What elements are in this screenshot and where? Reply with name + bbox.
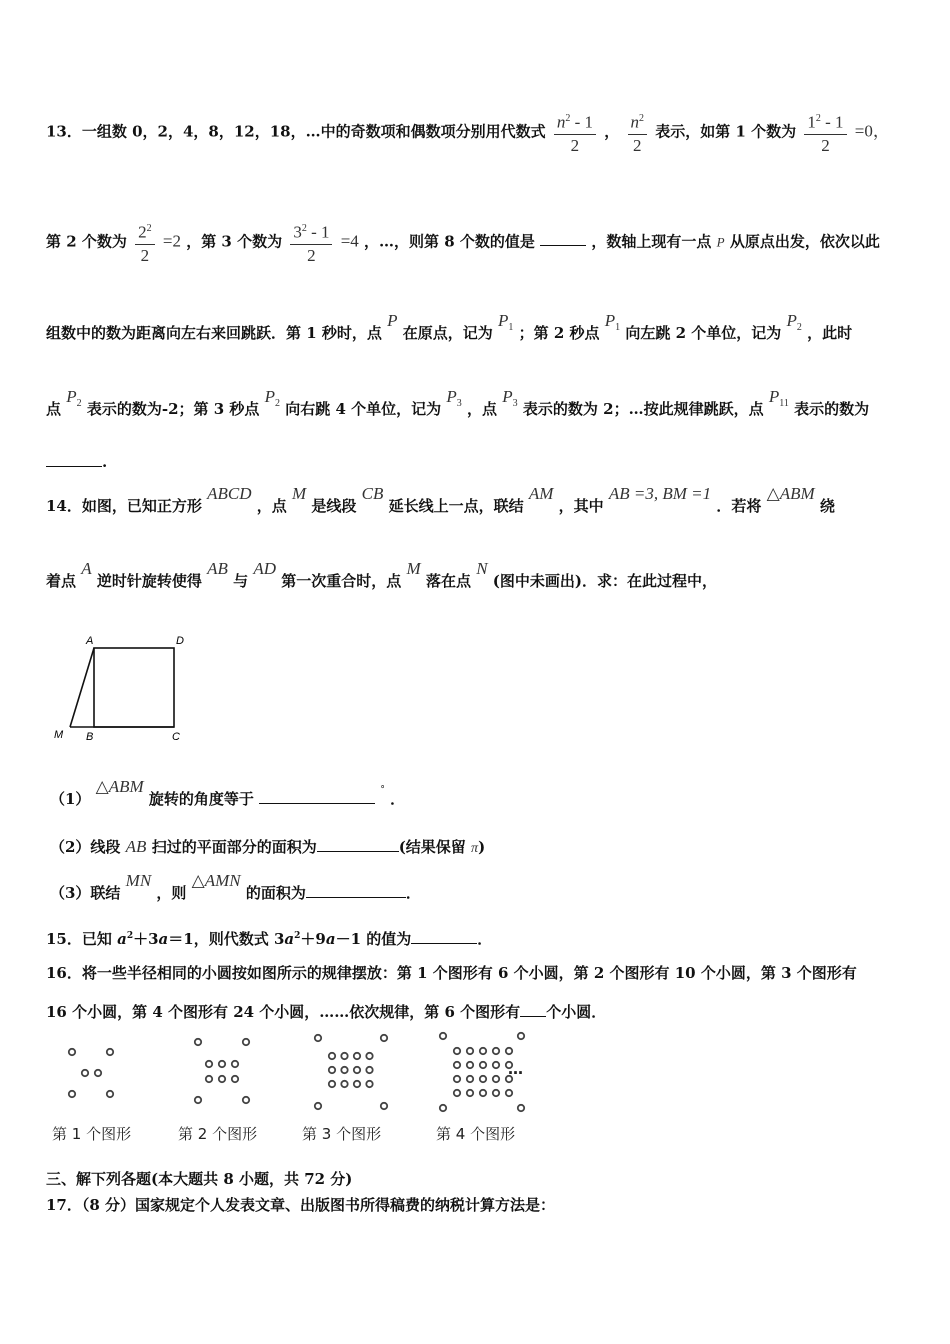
answer-blank[interactable] [317,837,399,852]
small-circle [243,1097,249,1103]
small-circle [518,1033,524,1039]
small-circle [480,1090,486,1096]
q13-line3: 组数中的数为距离向左右来回跳跃．第 1 秒时，点 P 在原点，记为 $P_1$ ；第 2 秒点 $P_1$ 向左跳 2 个单位，记为 $P_2$ ，此时 [46,311,853,342]
small-circle [506,1090,512,1096]
small-circle [440,1033,446,1039]
small-circle [381,1035,387,1041]
fraction: $\frac{n^2 - 1}{2}$ [554,108,596,157]
caption-fig3: 第 3 个图形 [302,1125,382,1143]
small-circle [195,1039,201,1045]
q13-line1: 13．一组数 0，2，4，8，12，18，…中的奇数项和偶数项分别用代数式 $\frac{n^2 - 1}{2}$ ， $\frac{n^2}{2}$ 表示，如第 1 个数为 $\frac{1^2 - 1}{2}$ =0， [46,108,890,157]
caption-fig2: 第 2 个图形 [178,1125,258,1143]
small-circle [315,1103,321,1109]
answer-blank[interactable] [540,231,586,246]
small-circle [315,1035,321,1041]
small-circle [329,1081,335,1087]
segment-am [70,648,94,727]
small-circle [82,1070,88,1076]
small-circle [454,1090,460,1096]
fraction: $\frac{1^2 - 1}{2}$ [804,108,846,157]
small-circle [219,1061,225,1067]
fraction: $\frac{n^2}{2}$ [628,108,648,157]
q14-sub2: （2）线段 AB 扫过的平面部分的面积为 (结果保留 π) [50,837,486,856]
small-circle [454,1048,460,1054]
small-circle [493,1090,499,1096]
small-circle [518,1105,524,1111]
answer-blank[interactable] [520,1002,546,1017]
ellipsis: … [508,1060,523,1078]
small-circle [219,1076,225,1082]
small-circle [95,1070,101,1076]
small-circle [232,1076,238,1082]
small-circle [467,1090,473,1096]
label-c: C [172,731,180,743]
q17-line: 17．（8 分）国家规定个人发表文章、出版图书所得稿费的纳税计算方法是： [46,1196,556,1214]
q14-sub1: （1） △ABM 旋转的角度等于 ° ． [50,777,406,808]
pattern-figure-2 [195,1039,249,1103]
small-circle [480,1062,486,1068]
fraction: $\frac{2^2}{2}$ [135,218,155,267]
pattern-figure-1 [69,1049,113,1097]
label-a: A [86,635,94,647]
small-circle [354,1081,360,1087]
small-circle [467,1062,473,1068]
circle-pattern-figures [40,1030,580,1120]
q14-line2: 着点 A 逆时针旋转使得 AB 与 AD 第一次重合时，点 M 落在点 N (图中未画出)．求：在此过程中， [46,559,717,590]
small-circle [341,1081,347,1087]
section3-title: 三、解下列各题(本大题共 8 小题，共 72 分) [46,1170,353,1188]
small-circle [232,1061,238,1067]
small-circle [206,1061,212,1067]
small-circle [493,1062,499,1068]
small-circle [69,1091,75,1097]
small-circle [354,1067,360,1073]
answer-blank[interactable] [46,452,102,467]
small-circle [107,1049,113,1055]
small-circle [366,1053,372,1059]
small-circle [366,1067,372,1073]
answer-blank[interactable] [259,789,375,804]
pattern-figure-3 [315,1035,387,1109]
label-m: M [54,729,64,741]
caption-fig1: 第 1 个图形 [52,1125,132,1143]
small-circle [506,1048,512,1054]
q13-line2: 第 2 个数为 $\frac{2^2}{2}$ =2 ，第 3 个数为 $\frac{3^2 - 1}{2}$ =4 ，…，则第 8 个数的值是 ，数轴上现有一点 P 从原点出发，依次以此 [46,218,880,267]
small-circle [366,1081,372,1087]
small-circle [341,1053,347,1059]
small-circle [69,1049,75,1055]
small-circle [493,1076,499,1082]
q15-line: 15．已知 $a^2+3a=1$，则代数式 $3a^2+9a-1$ 的值为 ． [46,930,493,948]
small-circle [480,1048,486,1054]
small-circle [454,1076,460,1082]
square-abcd [94,648,174,727]
small-circle [467,1076,473,1082]
small-circle [467,1048,473,1054]
small-circle [243,1039,249,1045]
label-b: B [86,731,94,743]
small-circle [329,1067,335,1073]
small-circle [454,1062,460,1068]
fraction: $\frac{3^2 - 1}{2}$ [290,218,332,267]
small-circle [107,1091,113,1097]
caption-fig4: 第 4 个图形 [436,1125,516,1143]
q16-line1: 16．将一些半径相同的小圆按如图所示的规律摆放：第 1 个图形有 6 个小圆，第 2 个图形有 10 个小圆，第 3 个图形有 [46,964,857,982]
label-d: D [176,635,184,647]
small-circle [381,1103,387,1109]
q14-line1: 14．如图，已知正方形 ABCD ，点 M 是线段 CB 延长线上一点，联结 AM ，其中 AB =3, BM =1 ．若将 △ABM 绕 [46,484,835,515]
small-circle [354,1053,360,1059]
answer-blank[interactable] [411,929,477,944]
small-circle [341,1067,347,1073]
answer-blank[interactable] [306,883,406,898]
small-circle [440,1105,446,1111]
q13-line5: . [46,452,107,471]
small-circle [493,1048,499,1054]
q16-line2: 16 个小圆，第 4 个图形有 24 个小圆，……依次规律，第 6 个图形有 个小圆． [46,1003,607,1021]
small-circle [206,1076,212,1082]
small-circle [195,1097,201,1103]
small-circle [329,1053,335,1059]
q14-sub3: （3）联结 MN ，则 △AMN 的面积为 ． [50,871,421,902]
square-figure [50,630,190,745]
q13-line4: 点 $P_2$ 表示的数为-2；第 3 秒点 $P_2$ 向右跳 4 个单位，记为 $P_3$ ，点 $P_3$ 表示的数为 2；…按此规律跳跃，点 $P_{11}$ 表示的数为 [46,387,870,418]
small-circle [480,1076,486,1082]
